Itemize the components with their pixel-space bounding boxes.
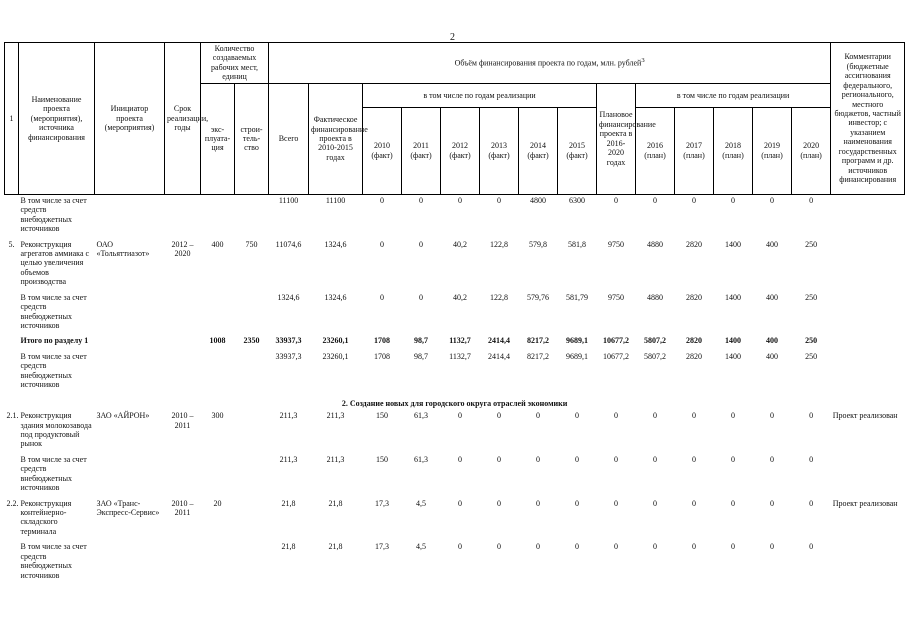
initiator-cell: ЗАО «АЙРОН» [96, 411, 150, 421]
num-cell [5, 454, 19, 498]
fact-year-cell: 0 [419, 292, 424, 302]
fact-year-cell: 150 [376, 411, 389, 421]
name-cell: В том числе за счет средств внебюджетных источников [20, 454, 87, 493]
fact-cell: 11100 [325, 195, 346, 205]
plan-year-cell: 0 [653, 542, 658, 552]
plan-year-cell: 4880 [647, 292, 664, 302]
jobs-exp-cell: 1008 [209, 336, 226, 346]
col-comment-header: Комментарии (бюджетные ассигнования федерального, регионального, местного бюджетов, частный инвестор; с указанием наименования государственных программ и др. источников финансирования [831, 43, 905, 195]
plan-cell: 9750 [608, 239, 625, 249]
plan-year-cell: 0 [653, 411, 658, 421]
fact-year-cell: 0 [497, 411, 502, 421]
jobs-build-cell [235, 292, 269, 336]
name-cell: В том числе за счет средств внебюджетных источников [20, 292, 87, 330]
col-volume-footnote: 3 [641, 57, 645, 65]
plan-year-cell: 0 [770, 195, 775, 205]
jobs-build-cell [235, 410, 269, 454]
year-header: 2017 (план) [675, 107, 714, 194]
plan-cell: 0 [614, 542, 619, 552]
year-header: 2010 (факт) [363, 107, 402, 194]
total-cell: 21,8 [281, 498, 296, 508]
year-header: 2016 (план) [636, 107, 675, 194]
fact-year-cell: 581,79 [566, 292, 589, 302]
fact-cell: 211,3 [326, 454, 345, 464]
num-cell [5, 194, 19, 238]
fact-year-cell: 122,8 [490, 239, 509, 249]
fact-year-cell: 0 [458, 542, 463, 552]
table-body [5, 194, 905, 585]
plan-year-cell: 4880 [647, 239, 664, 249]
comment-cell [831, 335, 905, 350]
plan-year-cell: 250 [805, 239, 818, 249]
plan-year-cell: 0 [809, 498, 814, 508]
plan-year-cell: 0 [692, 498, 697, 508]
plan-year-cell: 0 [731, 411, 736, 421]
name-cell: Реконструкция контейнерно-складского терминала [20, 498, 72, 536]
col-name-header: Наименование проекта (мероприятия), источника финансирования [19, 43, 95, 195]
table-row [5, 292, 905, 336]
plan-year-cell: 0 [809, 454, 814, 464]
fact-year-cell: 579,8 [529, 239, 548, 249]
fact-year-cell: 0 [419, 239, 424, 249]
comment-cell [831, 292, 905, 336]
col-term-header: Срок реализации, годы [165, 43, 201, 195]
col-volume-title: Объём финансирования проекта по годам, млн. рублей [454, 58, 642, 68]
fact-year-cell: 0 [458, 195, 463, 205]
plan-year-cell: 250 [805, 292, 818, 302]
year-header: 2019 (план) [753, 107, 792, 194]
fact-year-cell: 0 [536, 498, 541, 508]
year-header: 2018 (план) [714, 107, 753, 194]
fact-year-cell: 0 [458, 411, 463, 421]
num-cell: 2.2. [6, 498, 19, 508]
fact-year-cell: 0 [380, 195, 385, 205]
jobs-build-cell [235, 194, 269, 238]
year-header: 2014 (факт) [519, 107, 558, 194]
jobs-exp-cell [201, 454, 235, 498]
term-cell: 2012 – 2020 [171, 239, 194, 258]
comment-cell [831, 454, 905, 498]
total-cell: 211,3 [279, 454, 298, 464]
col-fact-header: Фактическое финансирование проекта в 2010-2015 годах [309, 83, 363, 194]
jobs-build-cell [235, 454, 269, 498]
plan-cell: 0 [614, 454, 619, 464]
fact-year-cell: 6300 [569, 195, 586, 205]
table-row [5, 351, 905, 395]
fact-year-cell: 0 [536, 454, 541, 464]
jobs-exp-cell [201, 292, 235, 336]
fact-year-cell: 4,5 [416, 542, 427, 552]
plan-year-cell: 0 [770, 498, 775, 508]
fact-cell: 23260,1 [322, 351, 349, 361]
fact-year-cell: 581,8 [568, 239, 587, 249]
plan-year-cell: 0 [770, 542, 775, 552]
fact-year-cell: 1132,7 [449, 336, 471, 346]
table-row [5, 239, 905, 292]
num-cell: 2.1. [6, 411, 19, 421]
jobs-build-cell [235, 351, 269, 395]
plan-year-cell: 400 [766, 239, 779, 249]
comment-cell: Проект реализован [832, 411, 898, 421]
table-row [5, 454, 905, 498]
fact-cell: 1324,6 [324, 239, 347, 249]
fact-year-cell: 0 [575, 542, 580, 552]
num-cell [5, 292, 19, 336]
col-jobs-exp-header: экс-плуата-ция [201, 83, 235, 194]
fact-cell: 21,8 [328, 498, 343, 508]
plan-year-cell: 0 [653, 195, 658, 205]
jobs-exp-cell: 400 [211, 239, 224, 249]
initiator-cell [95, 541, 165, 585]
term-cell [165, 335, 201, 350]
fact-cell: 21,8 [328, 542, 343, 552]
fact-year-cell: 2414,4 [488, 351, 511, 361]
total-cell: 21,8 [281, 542, 296, 552]
financing-table [4, 42, 905, 585]
plan-year-cell: 0 [692, 454, 697, 464]
col-num-header: 1 [5, 43, 19, 195]
fact-year-cell: 4800 [530, 195, 547, 205]
col-jobs-build-header: строи-тель-ство [235, 83, 269, 194]
name-cell: Реконструкция агрегатов аммиака с целью увеличения объемов производства [20, 239, 90, 287]
plan-year-cell: 0 [731, 195, 736, 205]
plan-year-cell: 400 [766, 336, 779, 346]
fact-year-cell: 61,3 [414, 454, 429, 464]
jobs-build-cell: 750 [245, 239, 258, 249]
plan-cell: 10677,2 [603, 351, 630, 361]
plan-year-cell: 0 [692, 195, 697, 205]
table-row [5, 335, 905, 350]
fact-year-cell: 8217,2 [527, 336, 550, 346]
plan-cell: 0 [614, 498, 619, 508]
fact-year-cell: 0 [536, 542, 541, 552]
comment-cell [831, 239, 905, 292]
term-cell: 2010 – 2011 [171, 411, 194, 430]
fact-year-cell: 1132,7 [449, 351, 471, 361]
term-cell: 2010 – 2011 [171, 498, 194, 517]
plan-year-cell: 0 [653, 498, 658, 508]
year-header: 2011 (факт) [402, 107, 441, 194]
fact-cell: 23260,1 [322, 336, 349, 346]
fact-year-cell: 8217,2 [527, 351, 550, 361]
fact-year-cell: 0 [575, 454, 580, 464]
section-row [5, 395, 905, 410]
fact-year-cell: 98,7 [414, 351, 429, 361]
year-header: 2013 (факт) [480, 107, 519, 194]
comment-cell [831, 351, 905, 395]
num-cell [5, 335, 19, 350]
fact-year-cell: 0 [575, 411, 580, 421]
plan-cell: 10677,2 [603, 336, 630, 346]
plan-year-cell: 2820 [686, 351, 703, 361]
jobs-build-cell: 2350 [243, 336, 260, 346]
fact-year-cell: 40,2 [453, 239, 468, 249]
num-cell [5, 541, 19, 585]
fact-year-cell: 9689,1 [566, 351, 589, 361]
fact-year-cell: 579,76 [527, 292, 550, 302]
section-title: 2. Создание новых для городского округа отраслей экономики [341, 398, 568, 408]
initiator-cell: ОАО «Тольяттиазот» [96, 239, 150, 258]
plan-year-cell: 0 [809, 411, 814, 421]
plan-year-cell: 250 [805, 336, 818, 346]
col-total-header: Всего [269, 83, 309, 194]
plan-year-cell: 0 [731, 454, 736, 464]
num-cell [5, 351, 19, 395]
name-cell: В том числе за счет средств внебюджетных источников [20, 195, 87, 234]
plan-year-cell: 5807,2 [644, 351, 667, 361]
fact-year-cell: 40,2 [453, 292, 468, 302]
plan-year-cell: 0 [692, 542, 697, 552]
total-cell: 1324,6 [277, 292, 300, 302]
term-cell [165, 194, 201, 238]
fact-year-cell: 0 [497, 195, 502, 205]
plan-year-cell: 0 [653, 454, 658, 464]
jobs-build-cell [235, 498, 269, 542]
fact-year-cell: 0 [575, 498, 580, 508]
plan-year-cell: 0 [731, 542, 736, 552]
fact-year-cell: 9689,1 [566, 336, 589, 346]
fact-year-cell: 61,3 [414, 411, 429, 421]
plan-year-cell: 0 [770, 411, 775, 421]
fact-year-cell: 17,3 [375, 542, 390, 552]
fact-year-cell: 4,5 [416, 498, 427, 508]
fact-year-cell: 98,7 [414, 336, 429, 346]
initiator-cell [95, 292, 165, 336]
fact-year-cell: 17,3 [375, 498, 390, 508]
fact-year-cell: 1708 [374, 336, 391, 346]
col-plan-years-header: в том числе по годам реализации [636, 83, 831, 107]
plan-year-cell: 250 [805, 351, 818, 361]
term-cell [165, 454, 201, 498]
fact-year-cell: 2414,4 [488, 336, 511, 346]
table-row [5, 194, 905, 238]
page-number: 2 [450, 32, 455, 43]
plan-year-cell: 2820 [686, 336, 703, 346]
initiator-cell: ЗАО «Транс-Экспресс-Сервис» [96, 498, 160, 517]
plan-year-cell: 400 [766, 292, 779, 302]
initiator-cell [95, 351, 165, 395]
term-cell [165, 541, 201, 585]
plan-year-cell: 0 [692, 411, 697, 421]
term-cell [165, 292, 201, 336]
plan-year-cell: 2820 [686, 239, 703, 249]
comment-cell [831, 541, 905, 585]
plan-year-cell: 1400 [725, 292, 742, 302]
jobs-exp-cell: 300 [211, 411, 224, 421]
fact-year-cell: 0 [536, 411, 541, 421]
plan-year-cell: 400 [766, 351, 779, 361]
fact-year-cell: 0 [380, 239, 385, 249]
plan-year-cell: 0 [809, 195, 814, 205]
fact-year-cell: 1708 [374, 351, 391, 361]
plan-cell: 9750 [608, 292, 625, 302]
num-cell: 5. [8, 239, 15, 249]
fact-year-cell: 150 [376, 454, 389, 464]
year-header: 2012 (факт) [441, 107, 480, 194]
total-cell: 211,3 [279, 411, 298, 421]
year-header: 2020 (план) [792, 107, 831, 194]
name-cell: Реконструкция здания молокозавода под продуктовый рынок [20, 411, 92, 449]
plan-year-cell: 0 [770, 454, 775, 464]
plan-year-cell: 1400 [725, 351, 742, 361]
table-row [5, 541, 905, 585]
fact-year-cell: 0 [458, 454, 463, 464]
fact-cell: 211,3 [326, 411, 345, 421]
total-cell: 33937,3 [275, 351, 302, 361]
fact-year-cell: 122,8 [490, 292, 509, 302]
plan-cell: 0 [614, 411, 619, 421]
initiator-cell [95, 335, 165, 350]
name-cell: Итого по разделу 1 [20, 336, 89, 346]
fact-year-cell: 0 [497, 498, 502, 508]
fact-year-cell: 0 [380, 292, 385, 302]
year-header: 2015 (факт) [558, 107, 597, 194]
total-cell: 11074,6 [275, 239, 302, 249]
fact-year-cell: 0 [458, 498, 463, 508]
total-cell: 11100 [278, 195, 299, 205]
jobs-exp-cell: 20 [213, 498, 222, 508]
fact-year-cell: 0 [497, 542, 502, 552]
col-fact-years-header: в том числе по годам реализации [363, 83, 597, 107]
initiator-cell [95, 454, 165, 498]
fact-cell: 1324,6 [324, 292, 347, 302]
table-row [5, 498, 905, 542]
initiator-cell [95, 194, 165, 238]
plan-year-cell: 0 [731, 498, 736, 508]
col-jobs-header: Количество создаваемых рабочих мест, единиц [201, 43, 269, 84]
fact-year-cell: 0 [497, 454, 502, 464]
comment-cell [831, 194, 905, 238]
plan-year-cell: 1400 [725, 336, 742, 346]
jobs-exp-cell [201, 541, 235, 585]
plan-year-cell: 5807,2 [644, 336, 667, 346]
plan-year-cell: 0 [809, 542, 814, 552]
plan-year-cell: 1400 [725, 239, 742, 249]
jobs-build-cell [235, 541, 269, 585]
term-cell [165, 351, 201, 395]
fact-year-cell: 0 [419, 195, 424, 205]
plan-year-cell: 2820 [686, 292, 703, 302]
total-cell: 33937,3 [275, 336, 302, 346]
col-initiator-header: Инициатор проекта (мероприятия) [95, 43, 165, 195]
jobs-exp-cell [201, 194, 235, 238]
plan-cell: 0 [614, 195, 619, 205]
name-cell: В том числе за счет средств внебюджетных источников [20, 542, 87, 580]
table-row [5, 410, 905, 454]
col-volume-header [269, 43, 831, 84]
comment-cell: Проект реализован [832, 498, 898, 508]
name-cell: В том числе за счет средств внебюджетных источников [20, 351, 87, 390]
jobs-exp-cell [201, 351, 235, 395]
col-plan-header: Плановое финансирование проекта в 2016-2020 годах [597, 83, 636, 194]
